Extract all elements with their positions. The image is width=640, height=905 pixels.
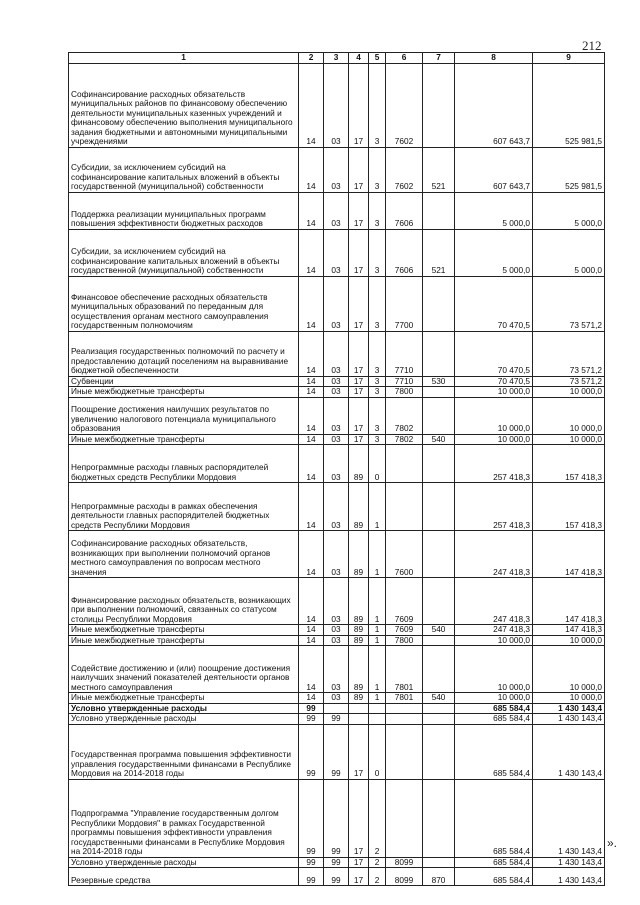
code-program (349, 714, 369, 725)
amount-year-1: 10 000,0 (455, 397, 533, 434)
code-subsection: 03 (324, 646, 349, 693)
table-row (69, 192, 605, 229)
code-subprogram: 1 (369, 625, 386, 636)
code-expense-type: 530 (423, 376, 455, 387)
code-program: 17 (349, 779, 369, 857)
item-name: Непрограммные расходы главных распорядителей бюджетных средств Республики Мордовия (69, 445, 299, 483)
code-section: 99 (299, 857, 324, 868)
code-section: 14 (299, 434, 324, 445)
amount-year-2: 147 418,3 (533, 578, 605, 625)
code-subsection: 03 (324, 483, 349, 531)
code-expense-type (423, 635, 455, 646)
code-program: 17 (349, 397, 369, 434)
code-direction: 7800 (386, 387, 423, 398)
code-subprogram: 1 (369, 578, 386, 625)
item-name: Реализация государственных полномочий по расчету и предоставлению дотаций поселениям на выравнивание бюджетной обеспеченности (69, 331, 299, 376)
code-expense-type (423, 531, 455, 578)
amount-year-2: 157 418,3 (533, 445, 605, 483)
table-row (69, 635, 605, 646)
table-row (69, 331, 605, 376)
code-section: 14 (299, 625, 324, 636)
table-row (69, 276, 605, 331)
code-subsection: 03 (324, 434, 349, 445)
code-subprogram (369, 714, 386, 725)
code-expense-type: 521 (423, 229, 455, 276)
code-section: 99 (299, 868, 324, 886)
code-program: 89 (349, 578, 369, 625)
code-subprogram: 3 (369, 63, 386, 147)
item-name: Финансирование расходных обязательств, возникающих при выполнении полномочий, связанных со статусом столицы Республики Мордовия (69, 578, 299, 625)
code-direction: 7802 (386, 434, 423, 445)
amount-year-1: 685 584,4 (455, 703, 533, 714)
amount-year-1: 257 418,3 (455, 445, 533, 483)
code-subprogram: 3 (369, 387, 386, 398)
item-name: Непрограммные расходы в рамках обеспечения деятельности главных распорядителей бюджетных средств Республики Мордовия (69, 483, 299, 531)
code-section: 14 (299, 646, 324, 693)
code-subsection: 03 (324, 63, 349, 147)
code-program: 17 (349, 724, 369, 779)
code-subprogram: 3 (369, 397, 386, 434)
code-expense-type: 540 (423, 434, 455, 445)
code-program: 17 (349, 857, 369, 868)
code-subprogram: 1 (369, 693, 386, 704)
code-subprogram: 1 (369, 635, 386, 646)
amount-year-2: 525 981,5 (533, 63, 605, 147)
code-direction: 7710 (386, 331, 423, 376)
item-name: Иные межбюджетные трансферты (69, 625, 299, 636)
amount-year-1: 607 643,7 (455, 147, 533, 192)
table-row (69, 63, 605, 147)
column-header: 7 (423, 53, 455, 64)
code-subprogram (369, 703, 386, 714)
code-expense-type (423, 646, 455, 693)
code-subsection: 03 (324, 693, 349, 704)
amount-year-1: 10 000,0 (455, 693, 533, 704)
table-row (69, 625, 605, 636)
amount-year-2: 10 000,0 (533, 434, 605, 445)
code-direction: 7606 (386, 192, 423, 229)
code-section: 14 (299, 229, 324, 276)
table-row (69, 376, 605, 387)
table-row (69, 387, 605, 398)
amount-year-2: 1 430 143,4 (533, 857, 605, 868)
code-subprogram: 3 (369, 147, 386, 192)
table-row (69, 147, 605, 192)
code-program: 17 (349, 434, 369, 445)
code-expense-type: 521 (423, 147, 455, 192)
table-row (69, 868, 605, 886)
code-program: 89 (349, 531, 369, 578)
code-subprogram: 3 (369, 276, 386, 331)
code-direction: 7602 (386, 63, 423, 147)
code-program: 17 (349, 147, 369, 192)
amount-year-1: 247 418,3 (455, 531, 533, 578)
code-expense-type (423, 779, 455, 857)
code-section: 14 (299, 331, 324, 376)
code-expense-type (423, 483, 455, 531)
table-row (69, 779, 605, 857)
code-program: 17 (349, 276, 369, 331)
code-program: 17 (349, 192, 369, 229)
code-section: 14 (299, 387, 324, 398)
table-row (69, 578, 605, 625)
code-direction (386, 483, 423, 531)
code-direction: 7710 (386, 376, 423, 387)
amount-year-2: 147 418,3 (533, 625, 605, 636)
code-program: 17 (349, 376, 369, 387)
item-name: Поощрение достижения наилучших результатов по увеличению налогового потенциала муниципального образования (69, 397, 299, 434)
code-program: 89 (349, 635, 369, 646)
code-expense-type: 540 (423, 693, 455, 704)
table-row (69, 445, 605, 483)
amount-year-2: 5 000,0 (533, 229, 605, 276)
code-subprogram: 3 (369, 331, 386, 376)
code-subsection: 03 (324, 276, 349, 331)
code-expense-type (423, 192, 455, 229)
table-row (69, 646, 605, 693)
code-subprogram: 1 (369, 531, 386, 578)
amount-year-2: 157 418,3 (533, 483, 605, 531)
item-name: Условно утвержденные расходы (69, 714, 299, 725)
item-name: Подпрограмма "Управление государственным долгом Республики Мордовия" в рамках Государственной программы повышения эффективности управления государственными финансами в Республике Мордовия на 2014-2018 годы (69, 779, 299, 857)
code-section: 99 (299, 703, 324, 714)
code-direction: 7800 (386, 635, 423, 646)
code-subsection: 03 (324, 387, 349, 398)
code-program: 17 (349, 868, 369, 886)
code-direction: 7801 (386, 693, 423, 704)
table-body (69, 63, 605, 886)
code-subsection: 99 (324, 857, 349, 868)
code-subsection: 03 (324, 625, 349, 636)
code-section: 14 (299, 397, 324, 434)
code-expense-type (423, 578, 455, 625)
code-direction: 7801 (386, 646, 423, 693)
code-subsection: 03 (324, 578, 349, 625)
code-subprogram: 3 (369, 192, 386, 229)
code-expense-type (423, 387, 455, 398)
code-subsection: 03 (324, 635, 349, 646)
code-program: 89 (349, 625, 369, 636)
table-header-row (69, 53, 605, 64)
code-section: 99 (299, 714, 324, 725)
code-direction (386, 779, 423, 857)
code-expense-type (423, 724, 455, 779)
column-header: 6 (386, 53, 423, 64)
code-section: 99 (299, 779, 324, 857)
code-subprogram: 2 (369, 779, 386, 857)
code-section: 14 (299, 63, 324, 147)
code-expense-type (423, 857, 455, 868)
item-name: Содействие достижению и (или) поощрение достижения наилучших значений показателей деятельности органов местного самоуправления (69, 646, 299, 693)
item-name: Субвенции (69, 376, 299, 387)
table-row (69, 229, 605, 276)
column-header: 4 (349, 53, 369, 64)
column-header: 3 (324, 53, 349, 64)
code-direction: 7602 (386, 147, 423, 192)
code-program (349, 703, 369, 714)
code-expense-type (423, 276, 455, 331)
column-header: 5 (369, 53, 386, 64)
code-direction (386, 445, 423, 483)
code-direction: 7606 (386, 229, 423, 276)
item-name: Государственная программа повышения эффективности управления государственными финансами в Республике Мордовия на 2014-2018 годы (69, 724, 299, 779)
code-subsection: 03 (324, 147, 349, 192)
amount-year-2: 73 571,2 (533, 331, 605, 376)
amount-year-1: 685 584,4 (455, 714, 533, 725)
code-program: 89 (349, 693, 369, 704)
item-name: Резервные средства (69, 868, 299, 886)
amount-year-1: 5 000,0 (455, 229, 533, 276)
item-name: Софинансирование расходных обязательств, возникающих при выполнении полномочий органов местного самоуправления по вопросам местного значения (69, 531, 299, 578)
code-subsection: 99 (324, 779, 349, 857)
code-subprogram: 2 (369, 857, 386, 868)
amount-year-1: 10 000,0 (455, 387, 533, 398)
amount-year-2: 10 000,0 (533, 387, 605, 398)
code-section: 14 (299, 445, 324, 483)
code-subsection: 03 (324, 229, 349, 276)
code-subprogram: 0 (369, 724, 386, 779)
code-subsection: 03 (324, 376, 349, 387)
code-subsection: 03 (324, 445, 349, 483)
code-program: 17 (349, 387, 369, 398)
table-row (69, 434, 605, 445)
code-subsection: 03 (324, 192, 349, 229)
code-expense-type: 540 (423, 625, 455, 636)
code-expense-type (423, 703, 455, 714)
code-subprogram: 3 (369, 434, 386, 445)
column-header: 8 (455, 53, 533, 64)
amount-year-2: 10 000,0 (533, 646, 605, 693)
amount-year-2: 1 430 143,4 (533, 724, 605, 779)
amount-year-1: 247 418,3 (455, 625, 533, 636)
item-name: Поддержка реализации муниципальных программ повышения эффективности бюджетных расходов (69, 192, 299, 229)
code-direction: 7609 (386, 625, 423, 636)
code-subsection: 03 (324, 531, 349, 578)
code-expense-type: 870 (423, 868, 455, 886)
amount-year-1: 10 000,0 (455, 646, 533, 693)
code-subsection: 03 (324, 397, 349, 434)
code-direction: 8099 (386, 857, 423, 868)
item-name: Иные межбюджетные трансферты (69, 693, 299, 704)
code-direction: 7609 (386, 578, 423, 625)
code-subprogram: 0 (369, 445, 386, 483)
code-subsection: 99 (324, 714, 349, 725)
page-number: 212 (582, 38, 602, 53)
amount-year-2: 73 571,2 (533, 276, 605, 331)
code-section: 14 (299, 192, 324, 229)
column-header: 9 (533, 53, 605, 64)
code-section: 14 (299, 147, 324, 192)
amount-year-1: 685 584,4 (455, 857, 533, 868)
amount-year-2: 147 418,3 (533, 531, 605, 578)
amount-year-1: 607 643,7 (455, 63, 533, 147)
code-program: 17 (349, 63, 369, 147)
code-direction (386, 703, 423, 714)
code-expense-type (423, 397, 455, 434)
column-header: 1 (69, 53, 299, 64)
amount-year-1: 70 470,5 (455, 331, 533, 376)
code-direction: 7700 (386, 276, 423, 331)
amount-year-2: 525 981,5 (533, 147, 605, 192)
code-subsection: 99 (324, 724, 349, 779)
amount-year-1: 5 000,0 (455, 192, 533, 229)
code-section: 14 (299, 376, 324, 387)
code-expense-type (423, 331, 455, 376)
table-row (69, 703, 605, 714)
code-program: 89 (349, 646, 369, 693)
amount-year-1: 10 000,0 (455, 434, 533, 445)
item-name: Софинансирование расходных обязательств муниципальных районов по финансовому обеспечению деятельности муниципальных казенных учреждений и финансовому обеспечению выполнения муниципального задания бюджетными и автономными муниципальными учреждениями (69, 63, 299, 147)
item-name: Субсидии, за исключением субсидий на софинансирование капитальных вложений в объекты государственной (муниципальной) собственности (69, 229, 299, 276)
amount-year-2: 10 000,0 (533, 693, 605, 704)
code-program: 89 (349, 483, 369, 531)
amount-year-2: 1 430 143,4 (533, 703, 605, 714)
table-row (69, 693, 605, 704)
item-name: Иные межбюджетные трансферты (69, 434, 299, 445)
code-section: 14 (299, 578, 324, 625)
code-subsection: 99 (324, 868, 349, 886)
closing-quote-mark: ». (607, 836, 618, 850)
item-name: Условно утвержденные расходы (69, 703, 299, 714)
amount-year-2: 10 000,0 (533, 397, 605, 434)
code-section: 14 (299, 531, 324, 578)
code-direction (386, 724, 423, 779)
amount-year-1: 70 470,5 (455, 376, 533, 387)
code-section: 99 (299, 724, 324, 779)
table-row (69, 483, 605, 531)
amount-year-2: 1 430 143,4 (533, 868, 605, 886)
amount-year-2: 5 000,0 (533, 192, 605, 229)
table-row (69, 531, 605, 578)
amount-year-1: 70 470,5 (455, 276, 533, 331)
code-direction (386, 714, 423, 725)
code-program: 89 (349, 445, 369, 483)
budget-table (68, 52, 605, 886)
code-section: 14 (299, 276, 324, 331)
code-subprogram: 3 (369, 229, 386, 276)
code-program: 17 (349, 331, 369, 376)
item-name: Иные межбюджетные трансферты (69, 635, 299, 646)
amount-year-2: 1 430 143,4 (533, 779, 605, 857)
code-subprogram: 1 (369, 646, 386, 693)
code-direction: 7802 (386, 397, 423, 434)
item-name: Иные межбюджетные трансферты (69, 387, 299, 398)
column-header: 2 (299, 53, 324, 64)
amount-year-1: 685 584,4 (455, 779, 533, 857)
code-subsection (324, 703, 349, 714)
code-subsection: 03 (324, 331, 349, 376)
table-row (69, 857, 605, 868)
amount-year-2: 1 430 143,4 (533, 714, 605, 725)
code-section: 14 (299, 693, 324, 704)
code-subprogram: 1 (369, 483, 386, 531)
table-row (69, 714, 605, 725)
code-direction: 7600 (386, 531, 423, 578)
table-row (69, 724, 605, 779)
amount-year-1: 685 584,4 (455, 724, 533, 779)
amount-year-1: 247 418,3 (455, 578, 533, 625)
code-expense-type (423, 445, 455, 483)
code-section: 14 (299, 635, 324, 646)
amount-year-1: 10 000,0 (455, 635, 533, 646)
amount-year-1: 685 584,4 (455, 868, 533, 886)
item-name: Условно утвержденные расходы (69, 857, 299, 868)
code-program: 17 (349, 229, 369, 276)
amount-year-2: 10 000,0 (533, 635, 605, 646)
code-subprogram: 3 (369, 376, 386, 387)
code-expense-type (423, 63, 455, 147)
code-subprogram: 2 (369, 868, 386, 886)
amount-year-1: 257 418,3 (455, 483, 533, 531)
item-name: Финансовое обеспечение расходных обязательств муниципальных образований по переданным для осуществления органам местного самоуправления государственным полномочиям (69, 276, 299, 331)
code-direction: 8099 (386, 868, 423, 886)
code-expense-type (423, 714, 455, 725)
amount-year-2: 73 571,2 (533, 376, 605, 387)
table-row (69, 397, 605, 434)
item-name: Субсидии, за исключением субсидий на софинансирование капитальных вложений в объекты государственной (муниципальной) собственности (69, 147, 299, 192)
code-section: 14 (299, 483, 324, 531)
